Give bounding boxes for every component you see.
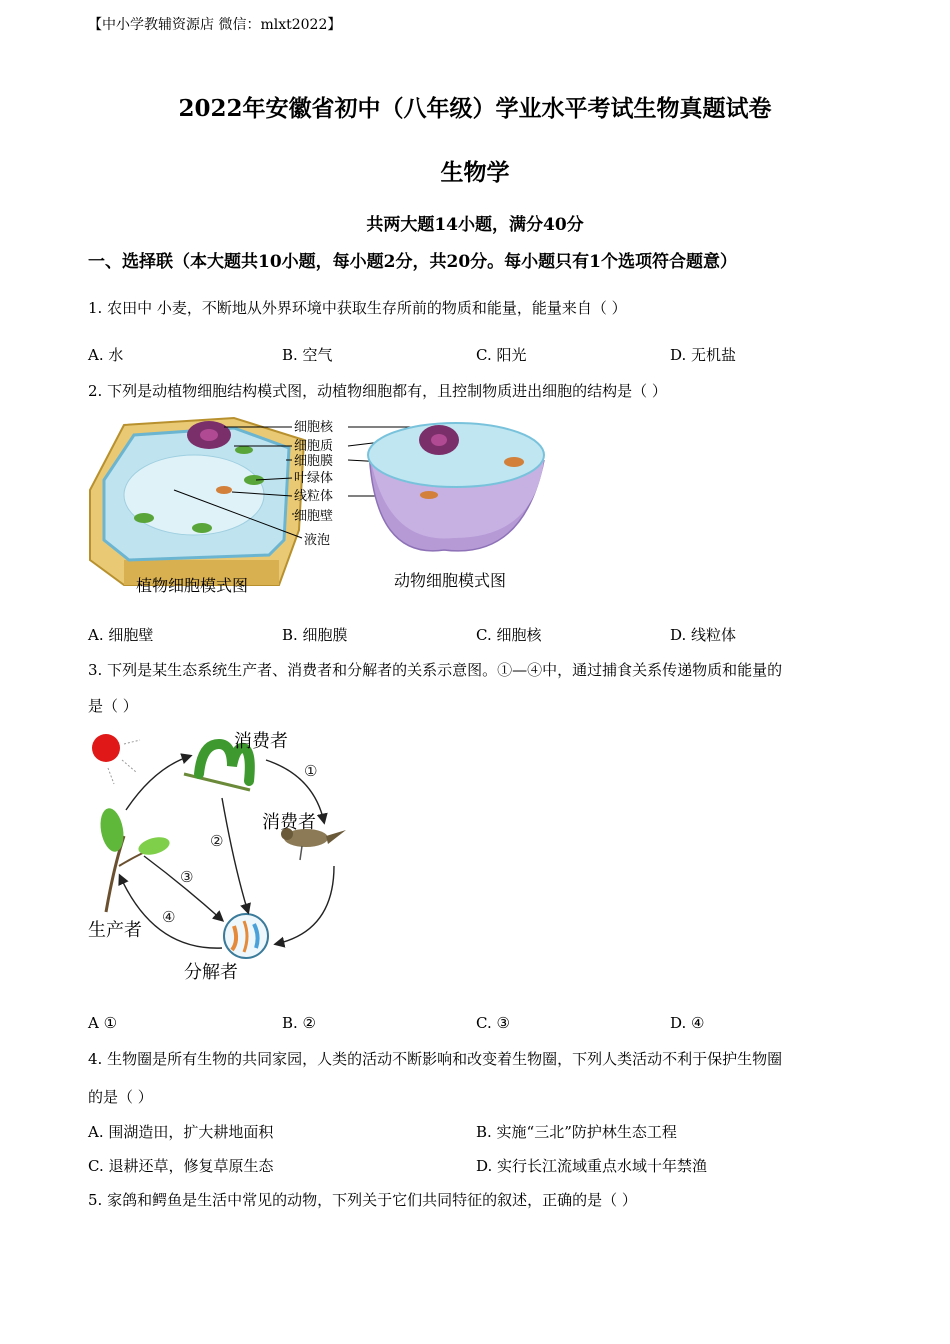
page-header: 【中小学教辅资源店 微信：mlxt2022】 (88, 17, 342, 33)
cell-diagram (84, 410, 554, 602)
label-mitochondria: 线粒体 (294, 489, 334, 504)
decomposer-icon (224, 914, 268, 958)
q4-option-c: C. 退耕还草，修复草原生态 (88, 1157, 274, 1175)
label-cell-membrane: 细胞膜 (294, 454, 334, 469)
label-vacuole: 液泡 (304, 533, 331, 548)
ecosystem-diagram (84, 726, 354, 988)
q2-option-c: C. 细胞核 (476, 626, 542, 644)
animal-cell-caption: 动物细胞模式图 (394, 571, 507, 590)
plant-cell-illustration (90, 418, 304, 585)
exam-title: 2022年安徽省初中（八年级）学业水平考试生物真题试卷 (178, 95, 772, 122)
question-2-stem: 2. 下列是动植物细胞结构模式图，动植物细胞都有，且控制物质进出细胞的结构是（ ） (88, 382, 667, 400)
q2-option-d: D. 线粒体 (670, 626, 737, 644)
label-nucleus: 细胞核 (294, 420, 334, 435)
marker-4: ④ (162, 908, 176, 926)
animal-cell-illustration (368, 423, 544, 551)
label-cell-wall: 细胞壁 (294, 509, 334, 524)
q3-option-d: D. ④ (670, 1014, 705, 1032)
q3-option-c: C. ③ (476, 1014, 510, 1032)
marker-3: ③ (180, 868, 194, 886)
consumer-label-1: 消费者 (234, 731, 288, 752)
question-4-stem-line2: 的是（ ） (88, 1088, 153, 1106)
marker-2: ② (210, 832, 224, 850)
question-1-stem: 1. 农田中 小麦，不断地从外界环境中获取生存所前的物质和能量，能量来自（ ） (88, 299, 627, 317)
question-5-stem: 5. 家鸽和鳄鱼是生活中常见的动物，下列关于它们共同特征的叙述，正确的是（ ） (88, 1191, 637, 1209)
q2-option-b: B. 细胞膜 (282, 626, 348, 644)
q1-option-c: C. 阳光 (476, 346, 527, 364)
plant-icon (97, 806, 171, 912)
q1-option-a: A. 水 (88, 346, 124, 364)
question-4-stem-line1: 4. 生物圈是所有生物的共同家园，人类的活动不断影响和改变着生物圈，下列人类活动不利于保护生物圈 (88, 1050, 783, 1068)
exam-subtitle: 生物学 (440, 159, 510, 186)
q2-option-a: A. 细胞壁 (88, 626, 154, 644)
q4-option-d: D. 实行长江流域重点水域十年禁渔 (476, 1157, 708, 1175)
q1-option-b: B. 空气 (282, 346, 333, 364)
section-heading: 一、选择联（本大题共10小题，每小题2分，共20分。每小题只有1个选项符合题意） (88, 252, 737, 272)
label-cytoplasm: 细胞质 (294, 439, 334, 454)
q4-option-b: B. 实施“三北”防护林生态工程 (476, 1123, 677, 1141)
q4-option-a: A. 围湖造田，扩大耕地面积 (88, 1123, 274, 1141)
q3-option-b: B. ② (282, 1014, 317, 1032)
q3-option-a: A ① (88, 1014, 118, 1032)
decomposer-label: 分解者 (184, 962, 238, 983)
q1-option-d: D. 无机盐 (670, 346, 737, 364)
exam-summary: 共两大题14小题，满分40分 (366, 215, 584, 235)
producer-label: 生产者 (88, 920, 142, 941)
sun-icon (92, 734, 140, 784)
marker-1: ① (304, 762, 318, 780)
consumer-label-2: 消费者 (262, 812, 316, 833)
question-3-stem-line2: 是（ ） (88, 697, 138, 715)
question-3-stem-line1: 3. 下列是某生态系统生产者、消费者和分解者的关系示意图。①—④中，通过捕食关系传递物质和能量的 (88, 661, 783, 679)
plant-cell-caption: 植物细胞模式图 (136, 576, 249, 595)
label-chloroplast: 叶绿体 (294, 471, 334, 486)
